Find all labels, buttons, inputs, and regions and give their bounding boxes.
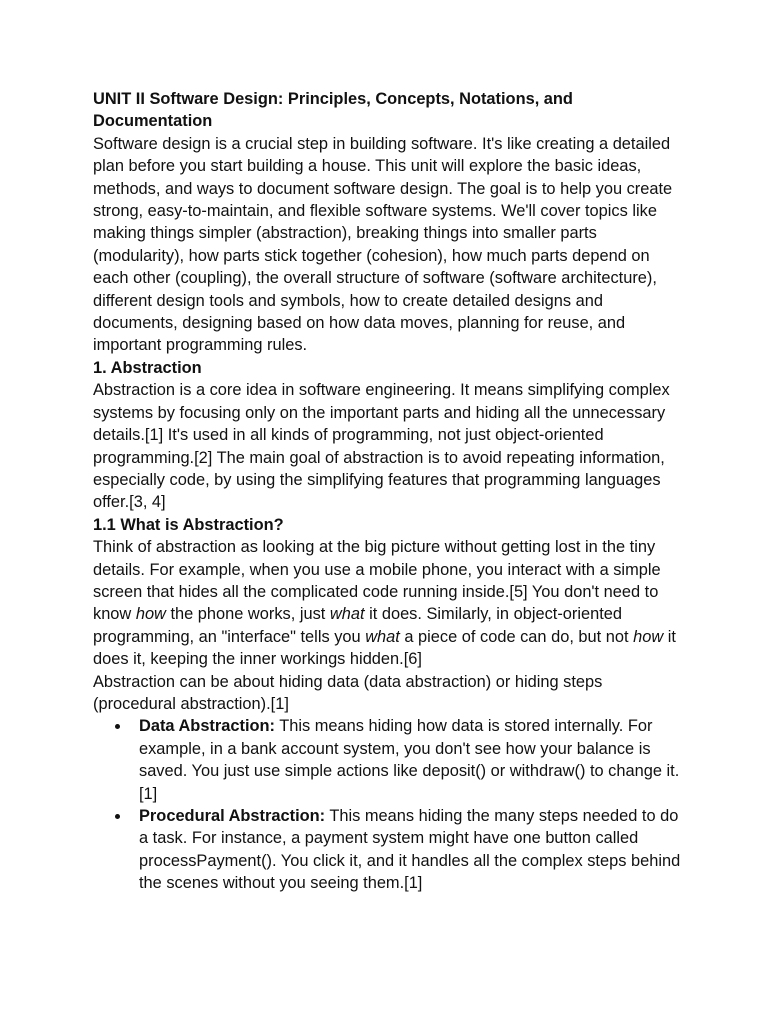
intro-paragraph: Software design is a crucial step in building software. It's like creating a detailed plan before you start building a house. This unit will explore the basic ideas, methods, and ways to document software design. The goal is to help you create strong, easy-to-maintain, and flexible software systems. We'll cover topics like making things simpler (abstraction), breaking things into smaller parts (modularity), how parts stick together (cohesion), how much parts depend on each other (coupling), the overall structure of software (software architecture), different design tools and symbols, how to create detailed designs and documents, designing based on how data moves, planning for reuse, and important programming rules.	[93, 134, 673, 355]
what-is-abstraction-paragraph	[93, 536, 688, 670]
abstraction-paragraph: Abstraction is a core idea in software engineering. It means simplifying complex systems by focusing only on the important parts and hiding all the unnecessary details.[1] It's used in all kinds of programming, not just object-oriented programming.[2] The main goal of abstraction is to avoid repeating information, especially code, by using the simplifying features that programming languages offer.[3, 4]	[93, 381, 670, 512]
list-item-procedural-abstraction	[93, 805, 688, 895]
paragraph-text: a piece of code can do, but not	[399, 627, 634, 646]
emphasis-what: what	[365, 627, 400, 646]
paragraph-text: it does it, keeping the inner workings hidden.[6]	[93, 627, 676, 669]
bullet-icon	[115, 814, 120, 819]
paragraph-text: it does. Similarly, in object-oriented programming, an "interface" tells you	[93, 605, 623, 646]
bullet-term: Data Abstraction:	[139, 717, 275, 736]
emphasis-how: how	[135, 605, 166, 624]
list-item-data-abstraction	[93, 715, 688, 805]
section-heading-abstraction: 1. Abstraction	[93, 358, 202, 377]
bullet-text: This means hiding the many steps needed to do a task. For instance, a payment system might have one button called processPayment(). You click it, and it handles all the complex steps behind the scenes without you seeing them.[1]	[139, 807, 681, 893]
emphasis-how: how	[633, 627, 664, 646]
abstraction-types-paragraph: Abstraction can be about hiding data (data abstraction) or hiding steps (procedural abstraction).[1]	[93, 672, 603, 713]
document-title: UNIT II Software Design: Principles, Concepts, Notations, and Documentation	[93, 90, 573, 131]
bullet-icon	[115, 724, 120, 729]
subsection-heading-what-is-abstraction: 1.1 What is Abstraction?	[93, 515, 284, 534]
abstraction-types-list	[93, 715, 688, 894]
bullet-text: This means hiding how data is stored internally. For example, in a bank account system, you don't see how your balance is saved. You just use simple actions like deposit() or withdraw() to change it.[1]	[139, 717, 680, 803]
bullet-term: Procedural Abstraction:	[139, 807, 326, 825]
emphasis-what: what	[329, 605, 365, 624]
paragraph-text: the phone works, just	[165, 605, 330, 624]
paragraph-text: Think of abstraction as looking at the big picture without getting lost in the tiny details. For example, when you use a mobile phone, you interact with a simple screen that hides all the complicated code running inside.[5] You don't need to know	[93, 538, 661, 624]
